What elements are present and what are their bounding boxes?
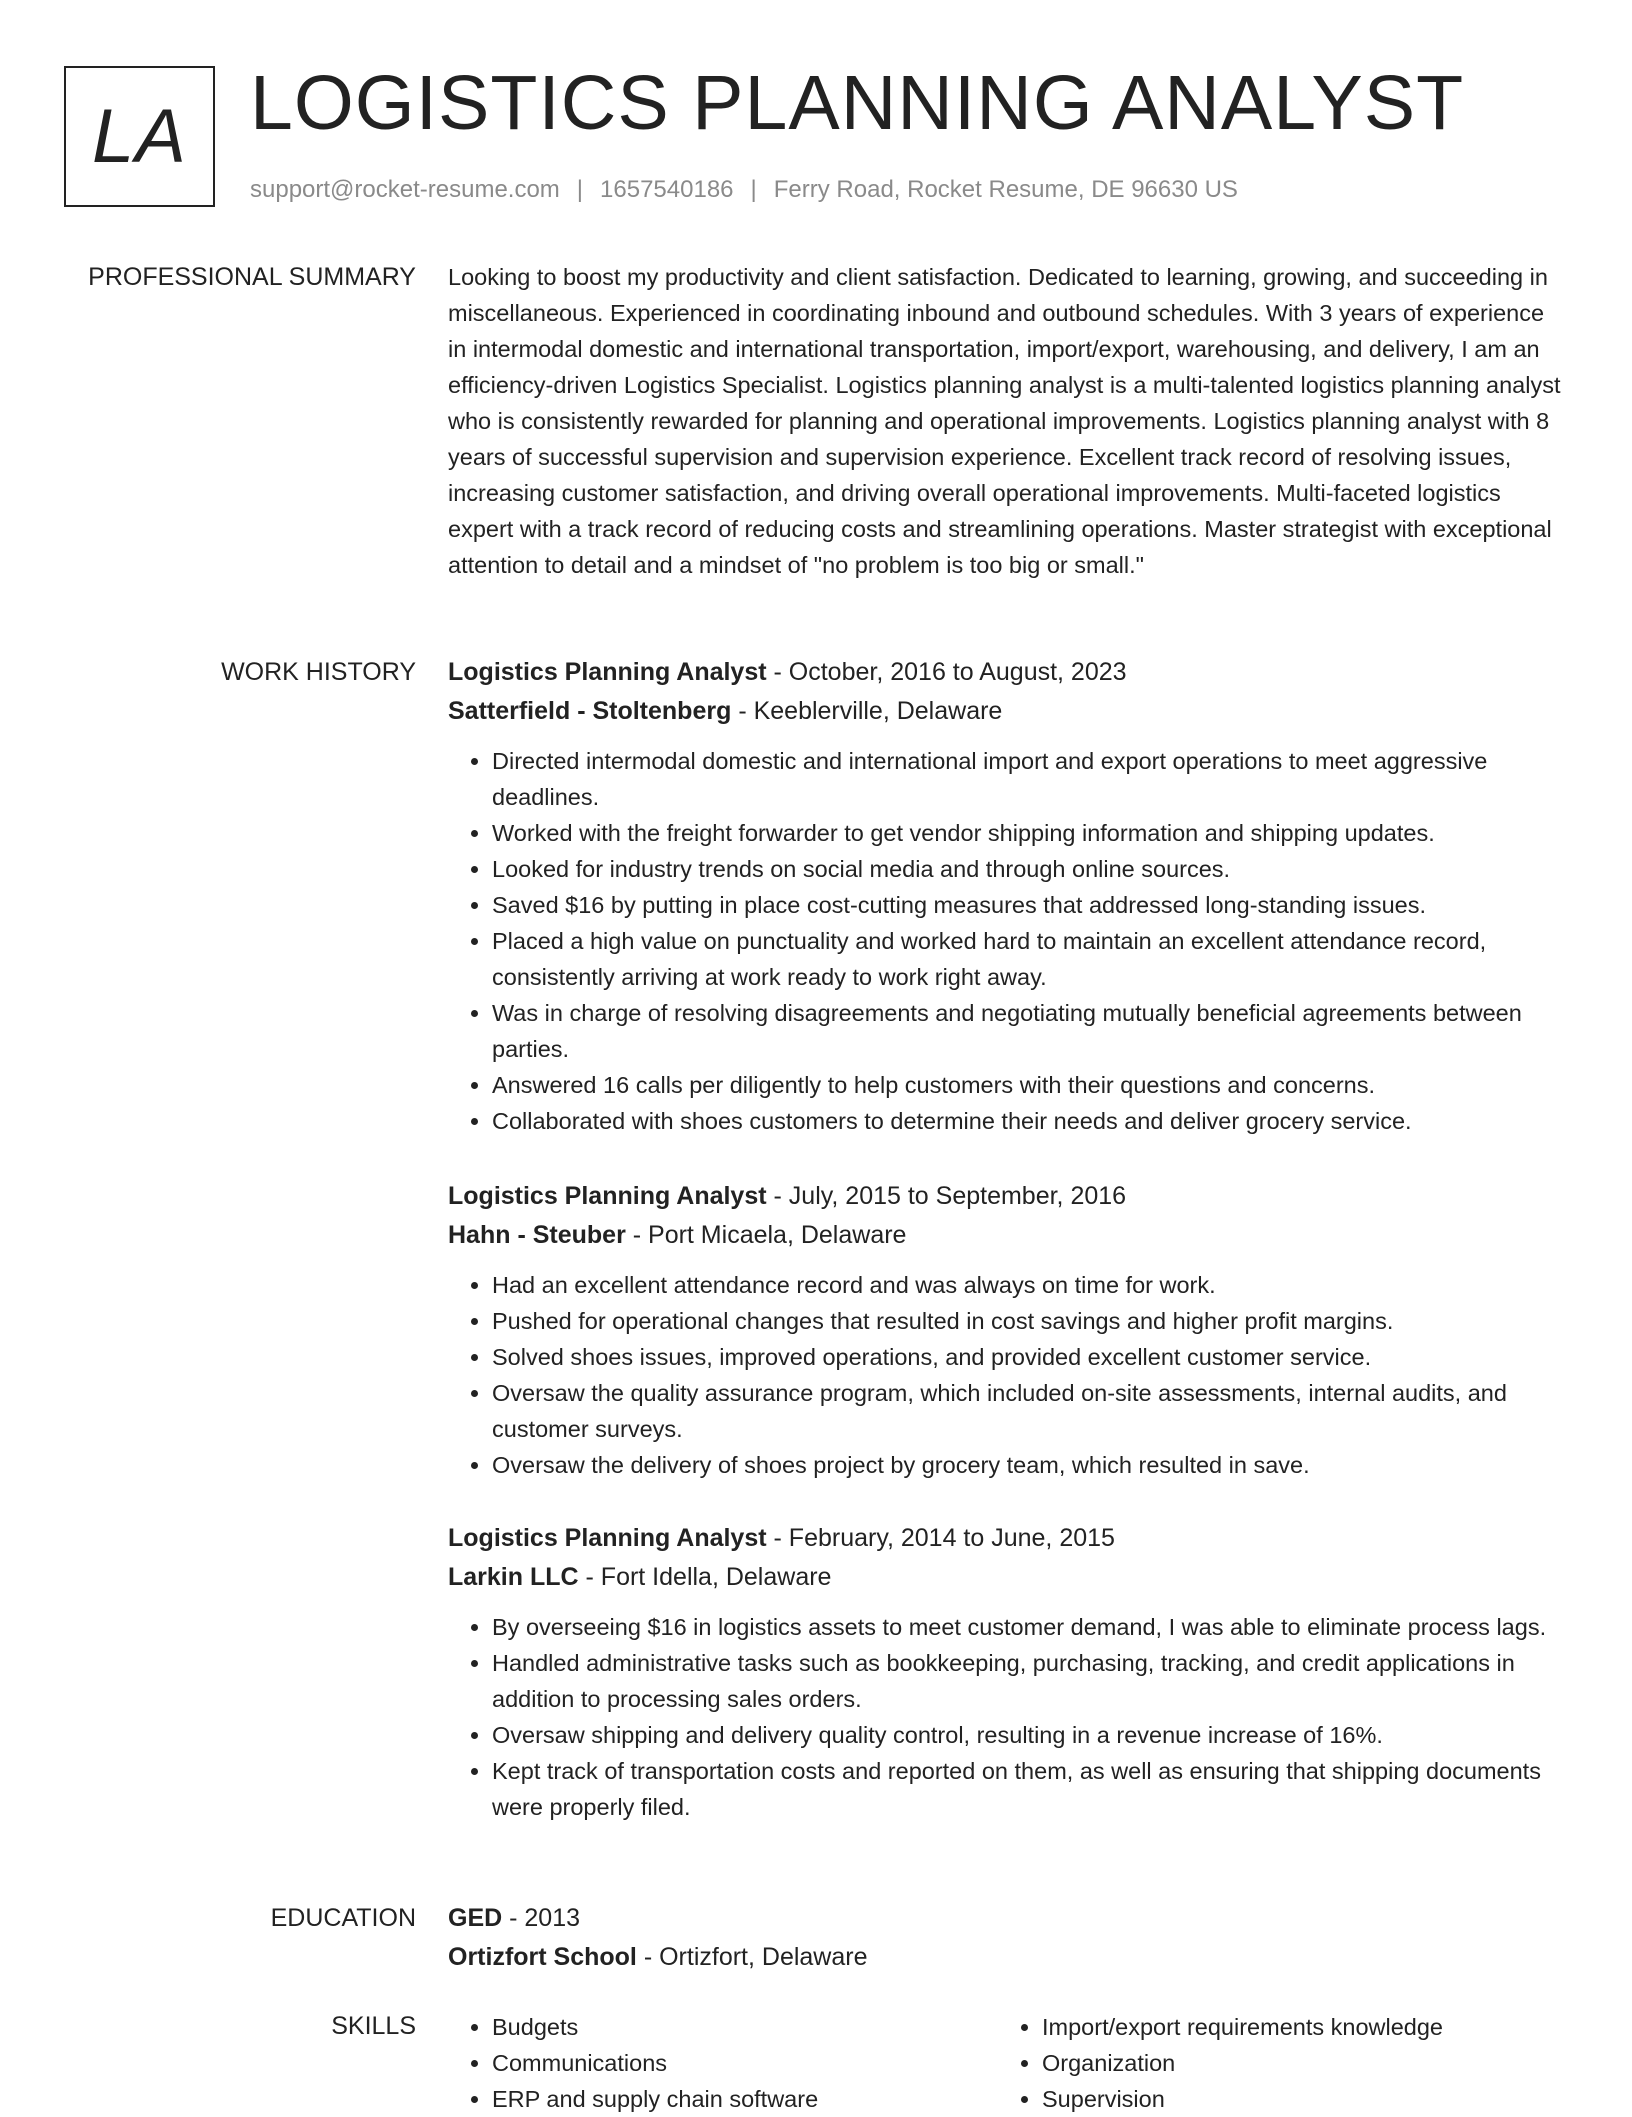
job-location: - Fort Idella, Delaware: [578, 1563, 832, 1591]
job-title: Logistics Planning Analyst: [448, 1524, 767, 1552]
job-title: Logistics Planning Analyst: [448, 658, 767, 686]
job-bullet: • Looked for industry trends on social media and through online sources.: [492, 851, 1568, 887]
monogram-box: [64, 66, 215, 207]
contact-address: Ferry Road, Rocket Resume, DE 96630 US: [773, 176, 1238, 203]
job-entry: [448, 1519, 1568, 1825]
job-entry: [448, 653, 1568, 1139]
job-company-line: [448, 692, 1568, 731]
job-company: Larkin LLC: [448, 1563, 579, 1591]
skill-item: • Organization: [1042, 2045, 1548, 2081]
education-degree: GED: [448, 1904, 503, 1932]
skills-list-right: [998, 2009, 1548, 2117]
education-degree-line: [448, 1899, 1568, 1938]
contact-line: [250, 175, 1238, 205]
job-title-line: [448, 653, 1568, 692]
job-bullet: • Oversaw shipping and delivery quality control, resulting in a revenue increase of 16%.: [492, 1717, 1568, 1753]
skill-item: • ERP and supply chain software: [492, 2081, 998, 2117]
job-bullet: • Oversaw the quality assurance program, which included on-site assessments, internal audits, and customer surveys.: [492, 1375, 1568, 1447]
summary-heading: PROFESSIONAL SUMMARY: [88, 263, 416, 291]
job-entry: [448, 1177, 1568, 1483]
job-bullet: • Was in charge of resolving disagreements and negotiating mutually beneficial agreements between parties.: [492, 995, 1568, 1067]
job-bullets: [448, 1267, 1568, 1483]
job-title-line: [448, 1519, 1568, 1558]
job-bullet: • Kept track of transportation costs and reported on them, as well as ensuring that shipping documents were properly filed.: [492, 1753, 1568, 1825]
job-dates: - July, 2015 to September, 2016: [766, 1182, 1127, 1210]
job-bullet: • Placed a high value on punctuality and worked hard to maintain an excellent attendance record, consistently arriving at work ready to work right away.: [492, 923, 1568, 995]
job-dates: - October, 2016 to August, 2023: [766, 658, 1127, 686]
resume-title: LOGISTICS PLANNING ANALYST: [250, 60, 1465, 146]
job-bullet: • Oversaw the delivery of shoes project by grocery team, which resulted in save.: [492, 1447, 1568, 1483]
job-title: Logistics Planning Analyst: [448, 1182, 767, 1210]
education-location: - Ortizfort, Delaware: [636, 1943, 868, 1971]
contact-separator: |: [576, 176, 584, 203]
job-bullet: • Collaborated with shoes customers to determine their needs and deliver grocery service.: [492, 1103, 1568, 1139]
contact-phone[interactable]: 1657540186: [600, 176, 734, 203]
job-location: - Keeblerville, Delaware: [731, 697, 1003, 725]
skills-section: [448, 2009, 1568, 2117]
job-bullet: • Had an excellent attendance record and was always on time for work.: [492, 1267, 1568, 1303]
job-bullet: • Saved $16 by putting in place cost-cutting measures that addressed long-standing issues.: [492, 887, 1568, 923]
skills-columns: [448, 2009, 1568, 2117]
work-history-heading: WORK HISTORY: [221, 658, 416, 686]
education-heading: EDUCATION: [270, 1904, 416, 1932]
job-title-line: [448, 1177, 1568, 1216]
skill-item: • Import/export requirements knowledge: [1042, 2009, 1548, 2045]
summary-text: Looking to boost my productivity and client satisfaction. Dedicated to learning, growing, and succeeding in miscellaneous. Experienced in coordinating inbound and outbound schedules. With 3 years of experience in intermodal domestic and international transportation, import/export, warehousing, and delivery, I am an efficiency-driven Logistics Specialist. Logistics planning analyst is a multi-talented logistics planning analyst who is consistently rewarded for planning and operational improvements. Logistics planning analyst with 8 years of successful supervision and supervision experience. Excellent track record of resolving issues, increasing customer satisfaction, and driving overall operational improvements. Multi-faceted logistics expert with a track record of reducing costs and streamlining operations. Master strategist with exceptional attention to detail and a mindset of "no problem is too big or small.": [448, 264, 1561, 578]
work-history-section: [448, 653, 1568, 1139]
contact-email[interactable]: support@rocket-resume.com: [250, 176, 560, 203]
job-bullet: • Solved shoes issues, improved operations, and provided excellent customer service.: [492, 1339, 1568, 1375]
work-history-section-2: [448, 1177, 1568, 1483]
job-company-line: [448, 1558, 1568, 1597]
job-company: Satterfield - Stoltenberg: [448, 697, 732, 725]
job-bullet: • Pushed for operational changes that resulted in cost savings and higher profit margins.: [492, 1303, 1568, 1339]
summary-section: [448, 259, 1568, 583]
job-bullet: • Directed intermodal domestic and international import and export operations to meet aggressive deadlines.: [492, 743, 1568, 815]
education-year: - 2013: [502, 1904, 581, 1932]
monogram-initials: LA: [92, 94, 187, 179]
skills-heading: SKILLS: [331, 2012, 416, 2040]
job-company-line: [448, 1216, 1568, 1255]
work-history-section-3: [448, 1519, 1568, 1825]
job-bullet: • Answered 16 calls per diligently to help customers with their questions and concerns.: [492, 1067, 1568, 1103]
job-location: - Port Micaela, Delaware: [625, 1221, 907, 1249]
education-school-line: [448, 1938, 1568, 1977]
contact-separator: |: [750, 176, 757, 203]
job-bullets: [448, 743, 1568, 1139]
education-section: [448, 1899, 1568, 1977]
skill-item: • Communications: [492, 2045, 998, 2081]
skill-item: • Supervision: [1042, 2081, 1548, 2117]
job-bullet: • By overseeing $16 in logistics assets to meet customer demand, I was able to eliminate process lags.: [492, 1609, 1568, 1645]
education-school: Ortizfort School: [448, 1943, 637, 1971]
job-bullet: • Handled administrative tasks such as bookkeeping, purchasing, tracking, and credit applications in addition to processing sales orders.: [492, 1645, 1568, 1717]
job-company: Hahn - Steuber: [448, 1221, 626, 1249]
job-dates: - February, 2014 to June, 2015: [766, 1524, 1115, 1552]
job-bullets: [448, 1609, 1568, 1825]
job-bullet: • Worked with the freight forwarder to get vendor shipping information and shipping updates.: [492, 815, 1568, 851]
skill-item: • Budgets: [492, 2009, 998, 2045]
skills-list-left: [448, 2009, 998, 2117]
